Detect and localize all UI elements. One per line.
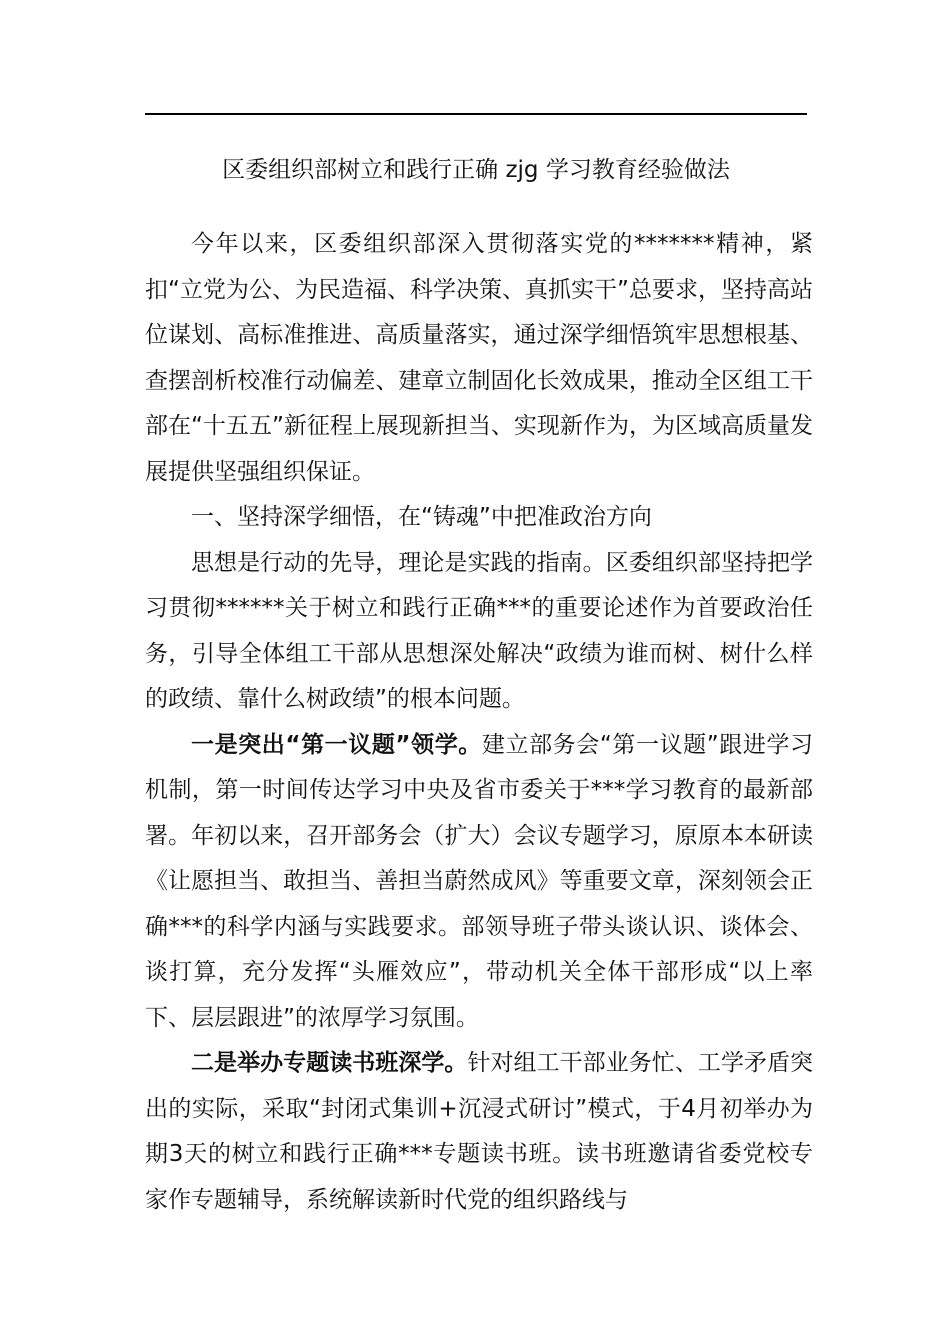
document-title: 区委组织部树立和践行正确 zjg 学习教育经验做法 bbox=[222, 157, 730, 183]
paragraph-text: 思想是行动的先导，理论是实践的指南。区委组织部坚持把学习贯彻******关于树立和践行正确***的重要论述作为首要政治任务，引导全体组工干部从思想深处解决“政绩为谁而树、树什么样的政绩、靠什么树政绩”的根本问题。 bbox=[145, 549, 813, 712]
paragraph-text: 建立部务会“第一议题”跟进学习机制，第一时间传达学习中央及省市委关于***学习教育的最新部署。年初以来，召开部务会（扩大）会议专题学习，原原本本研读《让愿担当、敢担当、善担当蔚然成风》等重要文章，深刻领会正确***的科学内涵与实践要求。部领导班子带头谈认识、谈体会、谈打算，充分发挥“头雁效应”，带动机关全体干部形成“以上率下、层层跟进”的浓厚学习氛围。 bbox=[145, 731, 813, 1031]
point-lead: 二是举办专题读书班深学。 bbox=[191, 1050, 468, 1076]
point-paragraph-1 bbox=[145, 723, 813, 1042]
section-paragraph bbox=[145, 541, 813, 723]
header-rule bbox=[145, 113, 807, 115]
paragraph-text: 针对组工干部业务忙、工学矛盾突出的实际，采取“封闭式集训+沉浸式研讨”模式，于4月初举办为期3天的树立和践行正确***专题读书班。读书班邀请省委党校专家作专题辅导，系统解读新时代党的组织路线与 bbox=[145, 1050, 814, 1213]
section-heading bbox=[145, 495, 813, 541]
paragraph-text: 今年以来，区委组织部深入贯彻落实党的*******精神，紧扣“立党为公、为民造福、科学决策、真抓实干”总要求，坚持高站位谋划、高标准推进、高质量落实，通过深学细悟筑牢思想根基、查摆剖析校准行动偏差、建章立制固化长效成果，推动全区组工干部在“十五五”新征程上展现新担当、实现新作为，为区域高质量发展提供坚强组织保证。 bbox=[145, 231, 813, 485]
intro-paragraph bbox=[145, 222, 813, 495]
point-lead: 一是突出“第一议题”领学。 bbox=[191, 731, 482, 758]
paragraph-text: 一、坚持深学细悟，在“铸魂”中把准政治方向 bbox=[191, 504, 652, 530]
point-paragraph-2 bbox=[145, 1041, 813, 1223]
document-body bbox=[145, 222, 813, 1223]
